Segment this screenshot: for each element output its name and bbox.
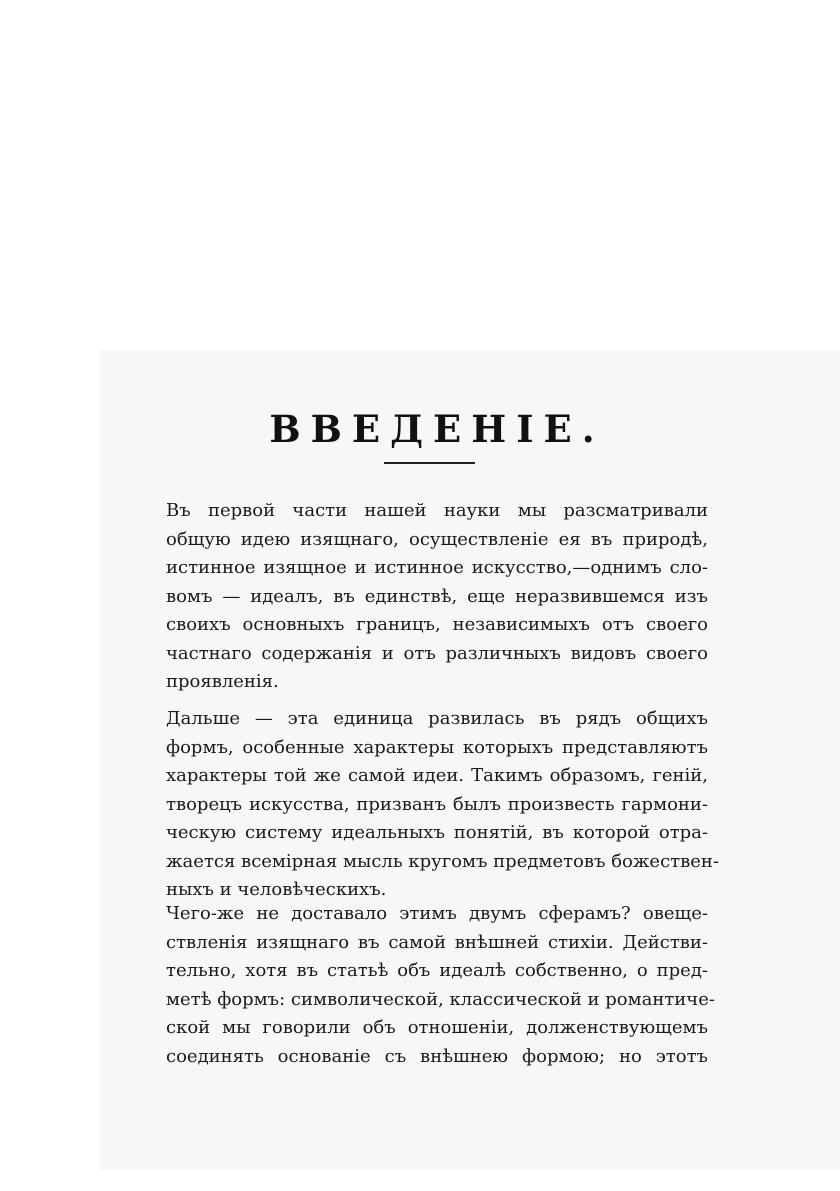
paragraph <box>166 497 708 697</box>
text-line: творецъ искусства, призванъ былъ произвесть гармони- <box>166 793 708 815</box>
text-line: ской мы говорили объ отношеніи, долженствующемъ <box>166 1017 708 1038</box>
text-line: Въ первой части нашей науки мы разсматривали <box>166 500 708 521</box>
text-line: соединять основаніе съ внѣшнею формою; но этотъ <box>166 1045 708 1067</box>
text-line: частнаго содержанія и отъ различныхъ видовъ своего <box>166 642 708 664</box>
text-line: истинное изящное и истинное искусство,—однимъ сло- <box>166 557 708 578</box>
heading-rule <box>384 462 475 464</box>
text-line: общую идею изящнаго, осуществленіе ея въ природѣ, <box>166 528 708 550</box>
text-line: формъ, особенные характеры которыхъ представляютъ <box>166 736 708 758</box>
text-line: ческую систему идеальныхъ понятій, въ которой отра- <box>166 822 708 843</box>
text-line: вомъ — идеалъ, въ единствѣ, еще неразвившемся изъ <box>166 585 708 607</box>
text-line: проявленія. <box>166 671 279 692</box>
text-line: своихъ основныхъ границъ, независимыхъ отъ своего <box>166 614 708 635</box>
text-line: ныхъ и человѣческихъ. <box>166 879 387 900</box>
text-line: жается всемірная мысль кругомъ предметовъ божествен- <box>166 850 719 872</box>
text-line: тельно, хотя въ статьѣ объ идеалѣ собственно, о пред- <box>166 960 708 981</box>
text-line: Дальше — эта единица развилась въ рядъ общихъ <box>166 708 708 729</box>
text-line: характеры той же самой идеи. Такимъ образомъ, геній, <box>166 765 708 786</box>
text-line: Чего-же не доставало этимъ двумъ сферамъ? овеще- <box>166 903 708 924</box>
text-line: ствленія изящнаго въ самой внѣшней стихіи. Действи- <box>166 931 708 953</box>
chapter-heading: ВВЕДЕНІЕ. <box>269 406 605 451</box>
text-line: метѣ формъ: символической, классической и романтиче- <box>166 988 715 1010</box>
paragraph <box>166 705 719 905</box>
paragraph <box>166 900 715 1071</box>
